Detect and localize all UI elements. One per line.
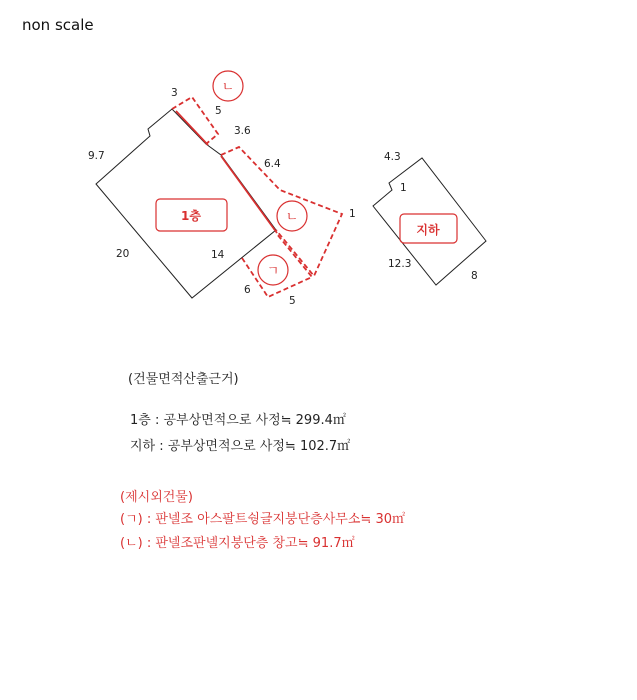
dim-12-3: 12.3 (388, 258, 412, 270)
dim-5-top: 5 (215, 105, 222, 117)
marker-a: ㄱ (266, 264, 280, 279)
dim-1-right: 1 (349, 208, 356, 220)
dim-8: 8 (471, 270, 478, 282)
dim-3: 3 (171, 87, 178, 99)
scale-note: non scale (22, 16, 94, 34)
basis-title: (건물면적산출근거) (128, 372, 239, 387)
dim-6: 6 (244, 284, 251, 296)
external-title: (제시외건물) (120, 490, 193, 505)
dim-1-basement: 1 (400, 182, 407, 194)
dim-14: 14 (211, 249, 225, 261)
basis-line-first-floor: 1층 : 공부상면적으로 사정≒ 299.4㎡ (130, 413, 346, 428)
basement-tag: 지하 (416, 223, 440, 237)
dim-3-6: 3.6 (234, 125, 251, 137)
first-floor-outline (96, 109, 276, 298)
dim-5-bottom: 5 (289, 295, 296, 307)
dim-4-3: 4.3 (384, 151, 401, 163)
annex-b-dashed-right (221, 147, 342, 276)
annex-b-dashed-top (172, 97, 218, 144)
first-floor-tag: 1층 (181, 209, 201, 223)
marker-b-right: ㄴ (285, 210, 299, 225)
site-plan (0, 0, 637, 330)
dim-6-4: 6.4 (264, 158, 281, 170)
external-item-a: (ㄱ) : 판넬조 아스팔트쉉글지붕단층사무소≒ 30㎡ (120, 512, 405, 527)
marker-b-top: ㄴ (221, 80, 235, 95)
annex-wall-line-top (176, 111, 208, 145)
dim-9-7: 9.7 (88, 150, 105, 162)
external-item-b: (ㄴ) : 판넬조판넬지붕단층 창고≒ 91.7㎡ (120, 536, 355, 551)
dim-20: 20 (116, 248, 130, 260)
basis-line-basement: 지하 : 공부상면적으로 사정≒ 102.7㎡ (130, 439, 351, 454)
